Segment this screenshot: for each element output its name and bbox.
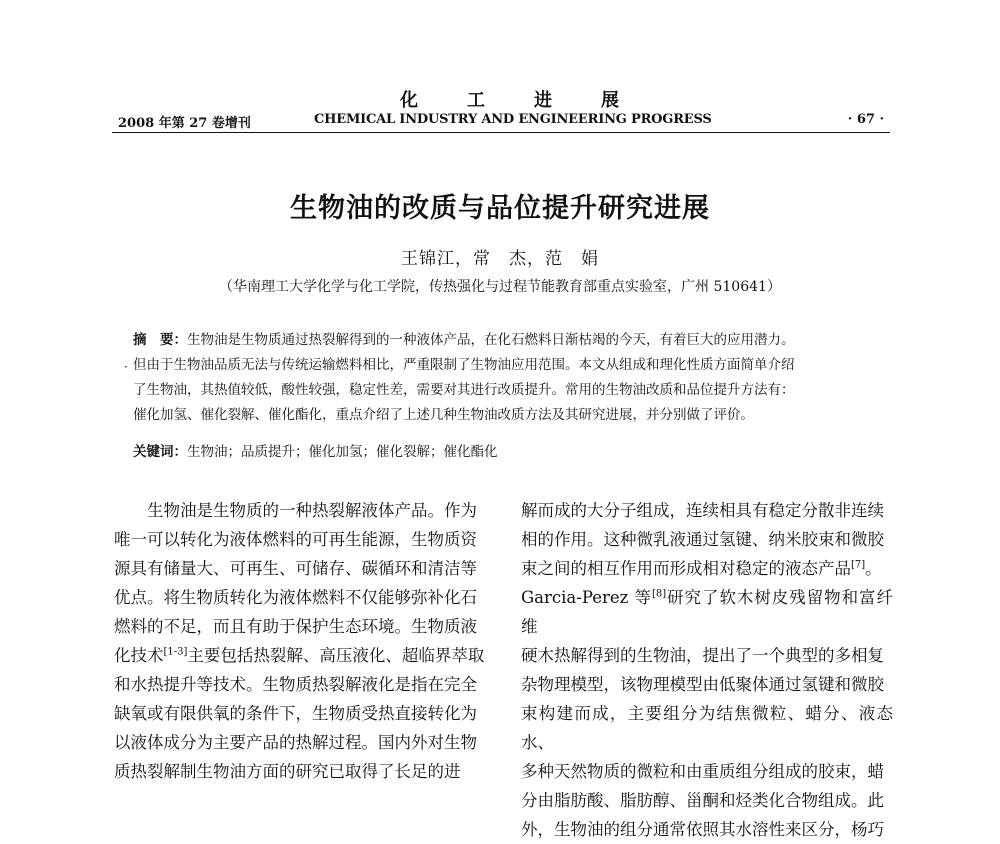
body-line: 以液体成分为主要产品的热解过程。国内外对生物 bbox=[114, 733, 477, 752]
keywords-text: 生物油；品质提升；催化加氢；催化裂解；催化酯化 bbox=[187, 444, 498, 460]
abstract-label: 摘 要： bbox=[133, 332, 187, 348]
body-line: 生物油是生物质的一种热裂解液体产品。作为 bbox=[147, 501, 477, 520]
keywords bbox=[133, 440, 498, 460]
body-text: Garcia-Perez 等 bbox=[521, 588, 652, 607]
body-text: 主要包括热裂解、高压液化、超临界萃取 bbox=[187, 646, 485, 665]
keywords-label: 关键词： bbox=[133, 444, 187, 460]
citation: [7] bbox=[851, 559, 866, 571]
body-line: 源具有储量大、可再生、可储存、碳循环和清洁等 bbox=[114, 559, 477, 578]
body-line: 外，生物油的组分通常依照其水溶性来区分，杨巧 bbox=[521, 820, 884, 839]
body-line: 燃料的不足，而且有助于保护生态环境。生物质液 bbox=[114, 617, 477, 636]
journal-title-en: CHEMICAL INDUSTRY AND ENGINEERING PROGRESS bbox=[314, 112, 712, 127]
citation: [1-3] bbox=[163, 646, 188, 658]
body-line: 质热裂解制生物油方面的研究已取得了长足的进 bbox=[114, 762, 461, 781]
abstract-line: 了生物油，其热值较低，酸性较强，稳定性差，需要对其进行改质提升。常用的生物油改质和品位提升方法有： bbox=[133, 382, 795, 398]
running-header bbox=[118, 110, 884, 132]
article-title: 生物油的改质与品位提升研究进展 bbox=[290, 193, 710, 224]
header-rule bbox=[112, 132, 890, 133]
body-line: 硬木热解得到的生物油，提出了一个典型的多相复 bbox=[521, 646, 884, 665]
journal-char: 工 bbox=[467, 90, 486, 111]
body-column-right bbox=[521, 496, 893, 844]
body-text: 研究了软木树皮残留物和富纤维 bbox=[521, 588, 894, 636]
journal-char: 化 bbox=[400, 90, 419, 111]
article-authors: 王锦江，常 杰，范 娟 bbox=[401, 249, 599, 269]
abstract-line: 催化加氢、催化裂解、催化酯化，重点介绍了上述几种生物油改质方法及其研究进展，并分别做了评价。 bbox=[133, 407, 754, 423]
body-line: 束构建而成，主要组分为结焦微粒、蜡分、液态水、 bbox=[521, 704, 893, 752]
body-line bbox=[114, 641, 486, 670]
body-line: 和水热提升等技术。生物质热裂解液化是指在完全 bbox=[114, 675, 477, 694]
body-line bbox=[521, 583, 893, 641]
body-line: 多种天然物质的微粒和由重质组分组成的胶束，蜡 bbox=[521, 762, 884, 781]
abstract-line: 但由于生物油品质无法与传统运输燃料相比，严重限制了生物油应用范围。本文从组成和理化性质方面简单介绍 bbox=[133, 357, 795, 373]
abstract bbox=[133, 328, 873, 428]
abstract-text: 生物油是生物质通过热裂解得到的一种液体产品，在化石燃料日渐枯竭的今天，有着巨大的应用潜力。 bbox=[187, 332, 795, 348]
issue-info: 2008 年第 27 卷增刊 bbox=[118, 116, 251, 131]
journal-char: 展 bbox=[601, 90, 620, 111]
body-line: 相的作用。这种微乳液通过氢键、纳米胶束和微胶 bbox=[521, 530, 884, 549]
body-text: 束之间的相互作用而形成相对稳定的液态产品 bbox=[521, 559, 851, 578]
journal-char: 进 bbox=[534, 90, 553, 111]
abstract-line bbox=[133, 328, 873, 353]
article-affiliation: （华南理工大学化学与化工学院，传热强化与过程节能教育部重点实验室，广州 510641） bbox=[219, 279, 781, 295]
citation: [8] bbox=[651, 588, 667, 600]
body-line: 分由脂肪酸、脂肪醇、甾酮和烃类化合物组成。此 bbox=[521, 791, 884, 810]
body-line: 解而成的大分子组成，连续相具有稳定分散非连续 bbox=[521, 501, 884, 520]
page-number: · 67 · bbox=[847, 112, 884, 127]
body-line: 杂物理模型，该物理模型由低聚体通过氢键和微胶 bbox=[521, 675, 884, 694]
body-text: 化技术 bbox=[114, 646, 164, 665]
body-line bbox=[521, 554, 893, 583]
body-column-left bbox=[114, 496, 486, 786]
journal-title-cn bbox=[400, 86, 620, 112]
body-text: 。 bbox=[865, 559, 882, 578]
margin-bullet: · bbox=[124, 360, 128, 374]
body-line: 优点。将生物质转化为液体燃料不仅能够弥补化石 bbox=[114, 588, 477, 607]
body-line: 唯一可以转化为液体燃料的可再生能源，生物质资 bbox=[114, 530, 477, 549]
body-line: 缺氧或有限供氧的条件下，生物质受热直接转化为 bbox=[114, 704, 477, 723]
